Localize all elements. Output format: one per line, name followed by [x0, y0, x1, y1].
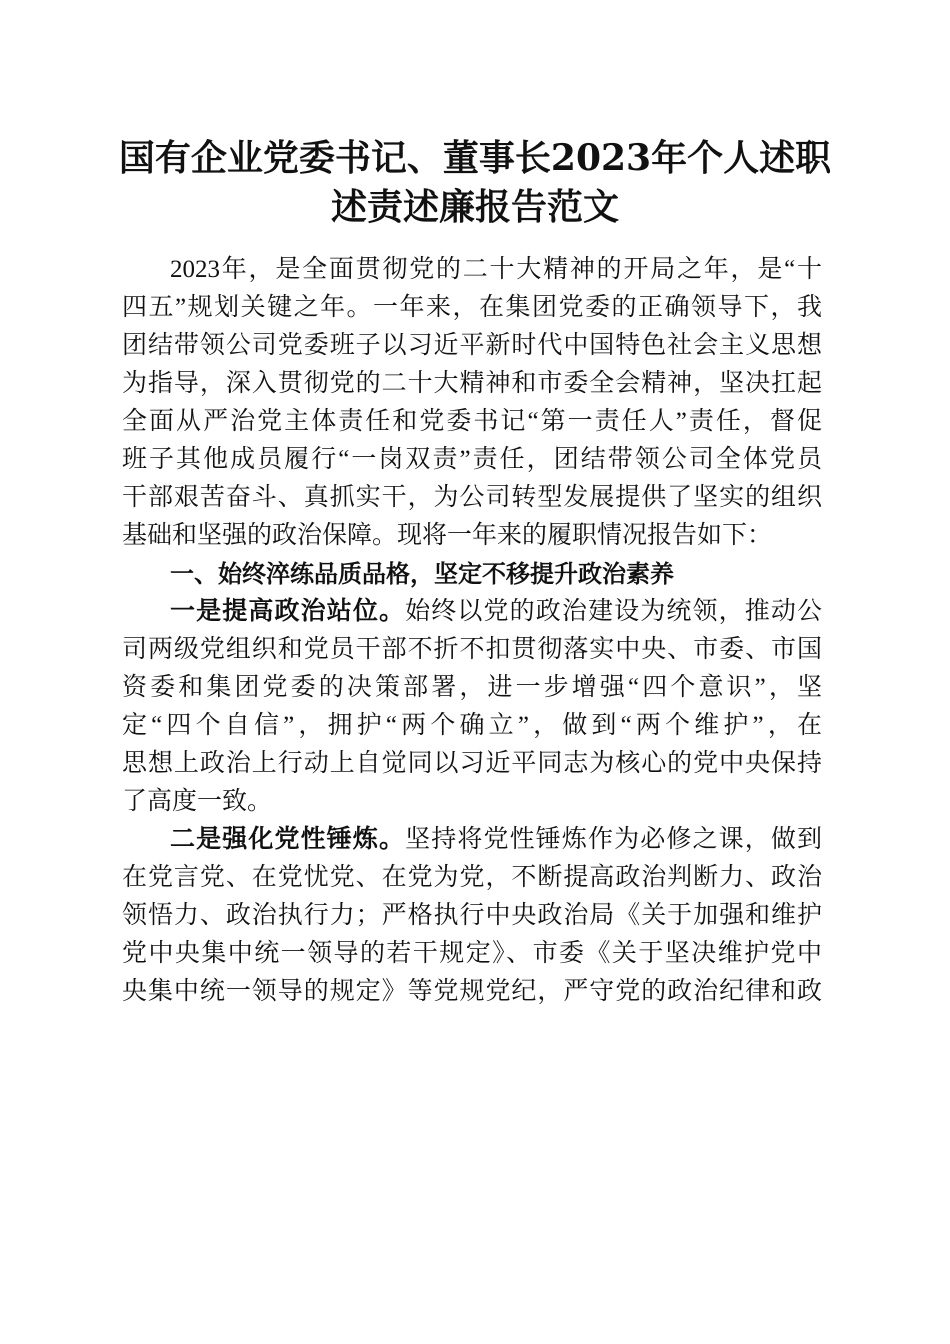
text-line: 司两级党组织和党员干部不折不扣贯彻落实中央、市委、市国: [122, 636, 822, 663]
text-line: [122, 821, 822, 859]
document-body: [122, 251, 822, 1011]
paragraph-lead: 二是强化党性锤炼。: [170, 826, 406, 853]
text-line: 定“四个自信”，拥护“两个确立”，做到“两个维护”，在: [122, 712, 822, 739]
text-line: 干部艰苦奋斗、真抓实干，为公司转型发展提供了坚实的组织: [122, 484, 822, 511]
text-line: 领悟力、政治执行力；严格执行中央政治局《关于加强和维护: [122, 902, 822, 929]
text-line: [122, 593, 822, 631]
document-title-line-2: 述责述廉报告范文: [330, 186, 619, 228]
document-title-line-1: 国有企业党委书记、董事长2023年个人述职: [118, 137, 832, 179]
text-line: 党中央集中统一领导的若干规定》、市委《关于坚决维护党中: [122, 940, 822, 967]
text-line: 班子其他成员履行“一岗双责”责任，团结带领公司全体党员: [122, 446, 822, 473]
intro-paragraph: [122, 251, 822, 555]
text-span: 坚持将党性锤炼作为必修之课，做到: [405, 826, 822, 853]
text-line: 资委和集团党委的决策部署，进一步增强“四个意识”，坚: [122, 674, 822, 701]
text-line: 2023年，是全面贯彻党的二十大精神的开局之年，是“十: [170, 256, 822, 283]
text-line: 思想上政治上行动上自觉同以习近平同志为核心的党中央保持: [122, 750, 822, 777]
text-line: 央集中统一领导的规定》等党规党纪，严守党的政治纪律和政: [122, 978, 822, 1005]
text-line: 全面从严治党主体责任和党委书记“第一责任人”责任，督促: [122, 408, 822, 435]
text-line: 基础和坚强的政治保障。现将一年来的履职情况报告如下：: [122, 522, 773, 549]
text-line: 团结带领公司党委班子以习近平新时代中国特色社会主义思想: [122, 332, 822, 359]
text-line: 了高度一致。: [122, 788, 273, 815]
text-line: 为指导，深入贯彻党的二十大精神和市委全会精神，坚决扛起: [122, 370, 822, 397]
paragraph-political-stance: [122, 593, 822, 821]
text-span: 始终以党的政治建设为统领，推动公: [405, 598, 822, 625]
text-line: 四五”规划关键之年。一年来，在集团党委的正确领导下，我: [122, 294, 822, 321]
paragraph-lead: 一是提高政治站位。: [170, 598, 406, 625]
text-line: 在党言党、在党忧党、在党为党，不断提高政治判断力、政治: [122, 864, 822, 891]
paragraph-party-spirit: [122, 821, 822, 1011]
section-heading: 一、始终淬练品质品格，坚定不移提升政治素养: [170, 560, 674, 588]
